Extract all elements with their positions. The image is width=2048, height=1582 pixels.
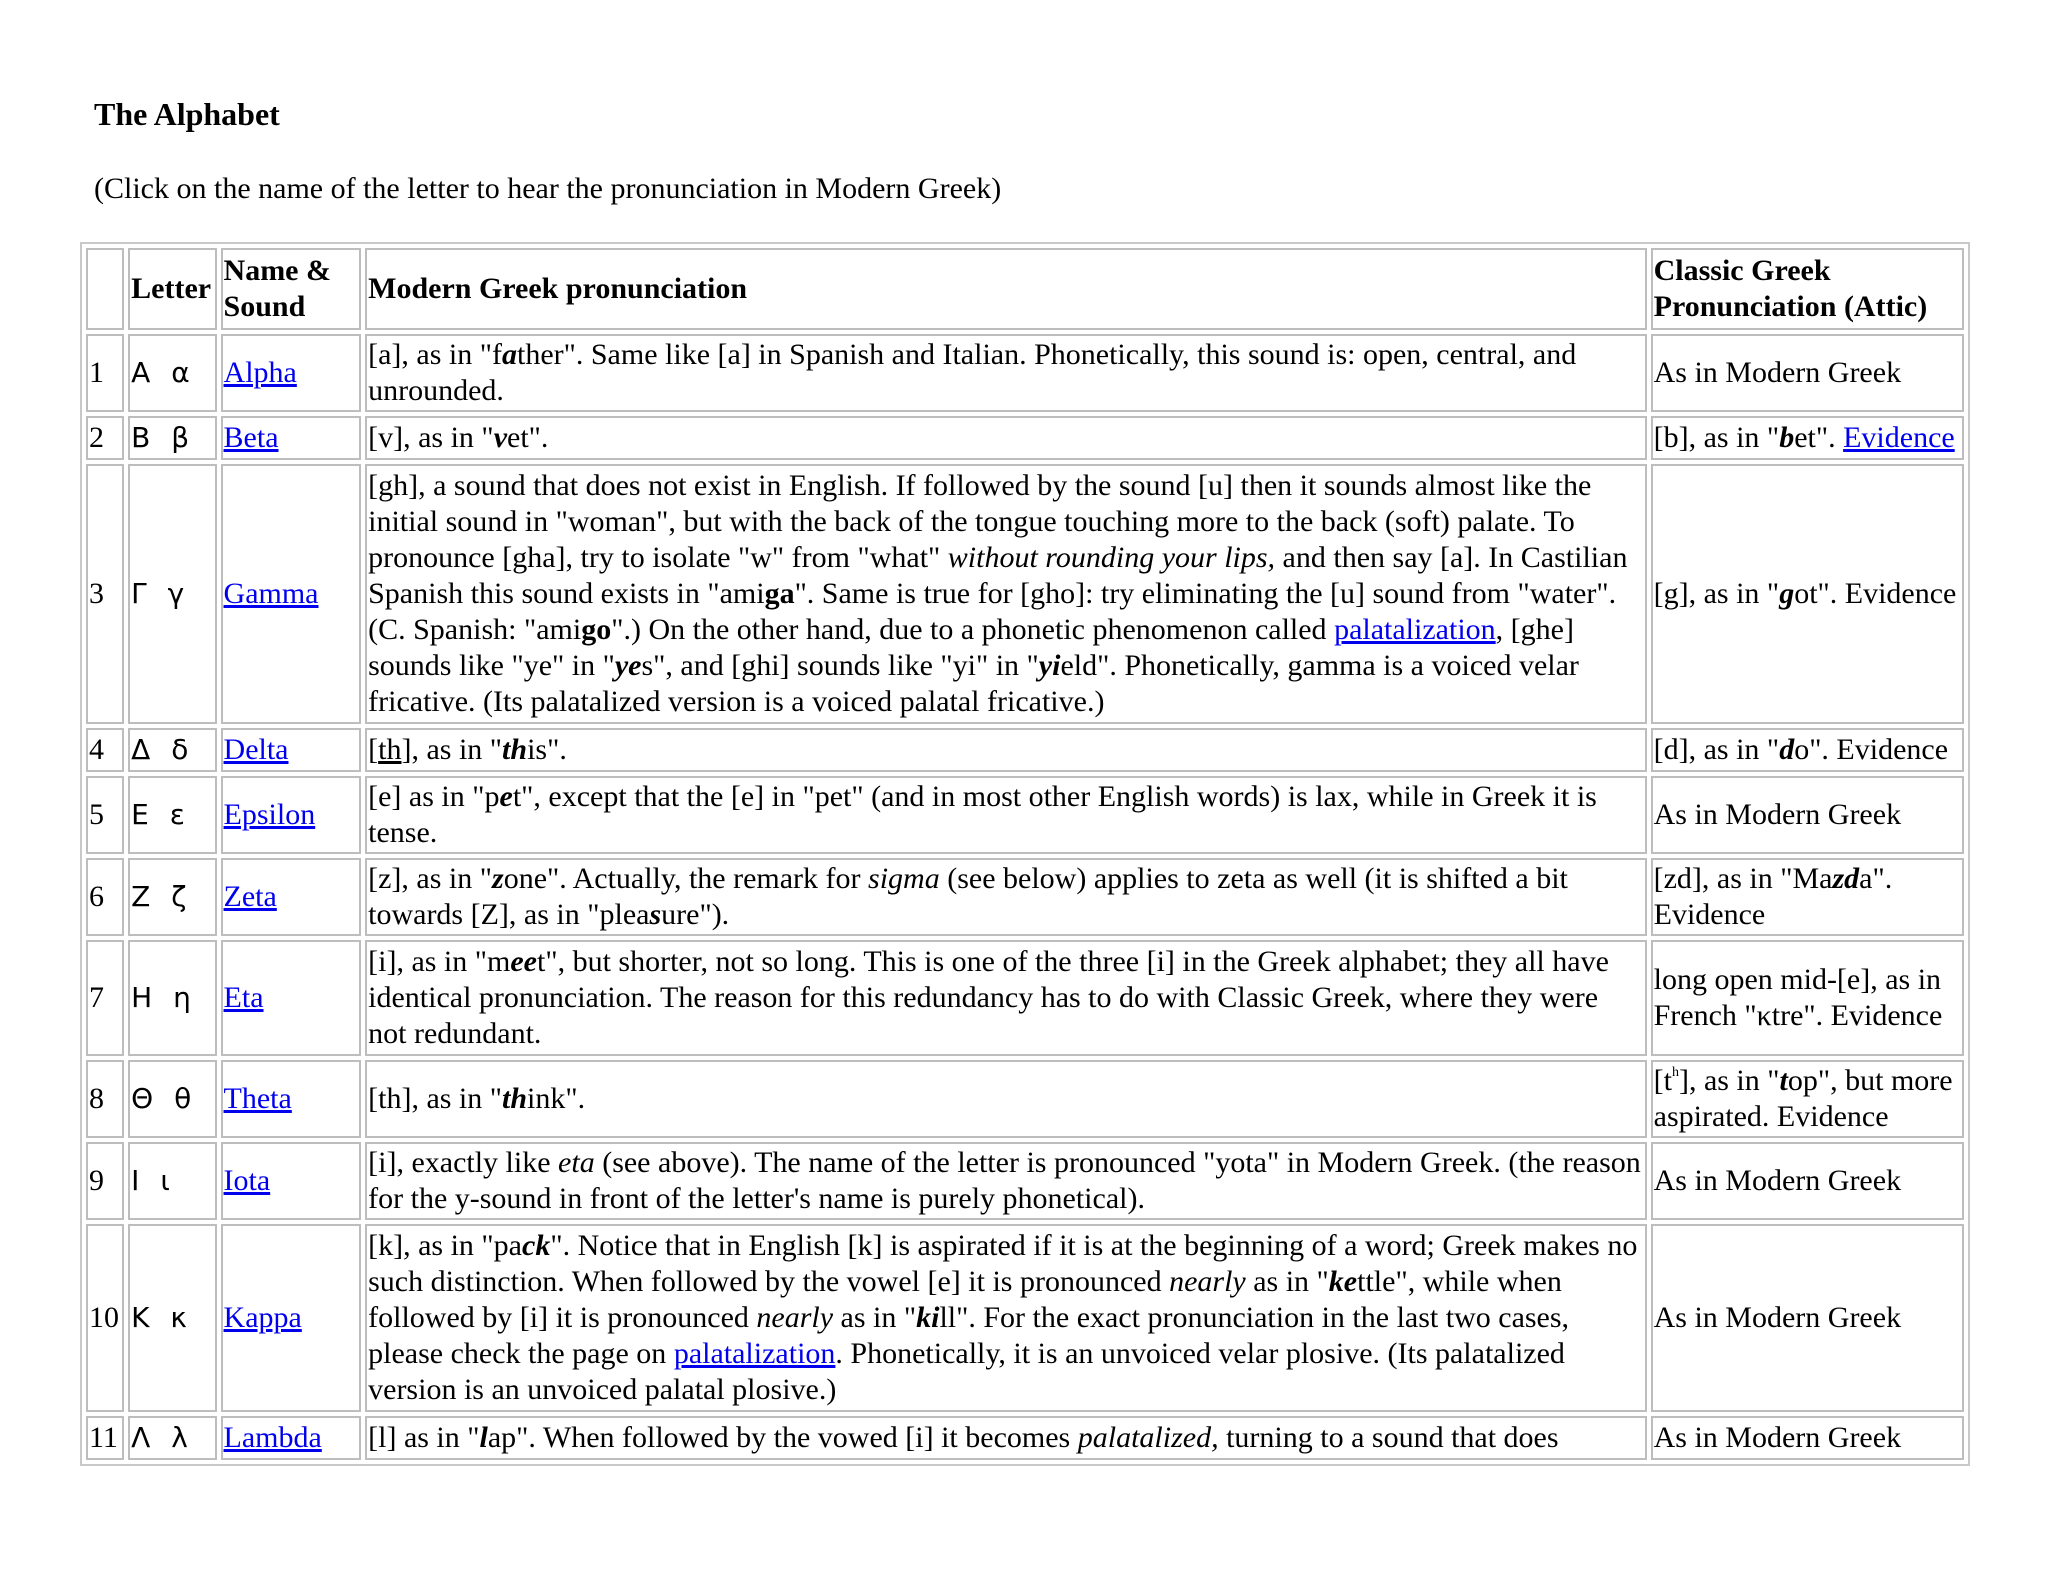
- modern-pronunciation: [th], as in "think".: [365, 1060, 1647, 1138]
- header-number: [86, 248, 124, 330]
- letter-name-cell: [221, 416, 362, 460]
- letter-audio-link-eta[interactable]: Eta: [223, 981, 264, 1014]
- letter-name-cell: [221, 728, 362, 772]
- letter-name-cell: [221, 464, 362, 724]
- letter-audio-link-gamma[interactable]: Gamma: [223, 577, 319, 610]
- letter-audio-link-epsilon[interactable]: Epsilon: [223, 798, 316, 831]
- row-number: 5: [86, 776, 124, 854]
- page-subtitle: (Click on the name of the letter to hear the pronunciation in Modern Greek): [94, 172, 1002, 205]
- row-number: 11: [86, 1416, 124, 1460]
- modern-pronunciation: [a], as in "father". Same like [a] in Spanish and Italian. Phonetically, this sound is: open, central, and unrounded.: [365, 334, 1647, 412]
- letter-audio-link-theta[interactable]: Theta: [223, 1082, 292, 1115]
- letter-name-cell: [221, 334, 362, 412]
- classic-pronunciation: long open mid-[e], as in French "κtre". Evidence: [1651, 940, 1964, 1056]
- table-row: [86, 464, 1964, 724]
- header-letter: Letter: [128, 248, 216, 330]
- classic-pronunciation: [g], as in "got". Evidence: [1651, 464, 1964, 724]
- modern-pronunciation: [gh], a sound that does not exist in English. If followed by the sound [u] then it sounds almost like the initial sound in "woman", but with the back of the tongue touching more to the back (soft) palate. To pronounce [gha], try to isolate "w" from "what" without rounding your lips, and then say [a]. In Castilian Spanish this sound exists in "amiga". Same is true for [gho]: try eliminating the [u] sound from "water". (C. Spanish: "amigo".) On the other hand, due to a phonetic phenomenon called palatalization, [ghe] sounds like "ye" in "yes", and [ghi] sounds like "yi" in "yield". Phonetically, gamma is a voiced velar fricative. (Its palatalized version is a voiced palatal fricative.): [365, 464, 1647, 724]
- row-number: 4: [86, 728, 124, 772]
- modern-pronunciation: [e] as in "pet", except that the [e] in "pet" (and in most other English words) is lax, while in Greek it is tense.: [365, 776, 1647, 854]
- row-number: 10: [86, 1224, 124, 1412]
- letter-name-cell: [221, 1416, 362, 1460]
- row-number: 3: [86, 464, 124, 724]
- palatalization-link[interactable]: palatalization: [673, 1337, 836, 1370]
- table-row: [86, 1060, 1964, 1138]
- classic-pronunciation: [b], as in "bet". Evidence: [1651, 416, 1964, 460]
- greek-letter: Γ γ: [128, 464, 216, 724]
- letter-name-cell: [221, 1142, 362, 1220]
- modern-pronunciation: [i], as in "meet", but shorter, not so long. This is one of the three [i] in the Greek alphabet; they all have identical pronunciation. The reason for this redundancy has to do with Classic Greek, where they were not redundant.: [365, 940, 1647, 1056]
- modern-pronunciation: [z], as in "zone". Actually, the remark for sigma (see below) applies to zeta as well (it is shifted a bit towards [Z], as in "pleasure").: [365, 858, 1647, 936]
- alphabet-table: [80, 242, 1970, 1466]
- row-number: 6: [86, 858, 124, 936]
- modern-pronunciation: [k], as in "pack". Notice that in English [k] is aspirated if it is at the beginning of a word; Greek makes no such distinction. When followed by the vowel [e] it is pronounced nearly as in "kettle", while when followed by [i] it is pronounced nearly as in "kill". For the exact pronunciation in the last two cases, please check the page on palatalization. Phonetically, it is an unvoiced velar plosive. (Its palatalized version is an unvoiced palatal plosive.): [365, 1224, 1647, 1412]
- classic-pronunciation: [zd], as in "Mazda". Evidence: [1651, 858, 1964, 936]
- greek-letter: Κ κ: [128, 1224, 216, 1412]
- greek-letter: Ι ι: [128, 1142, 216, 1220]
- classic-pronunciation: [d], as in "do". Evidence: [1651, 728, 1964, 772]
- greek-letter: Α α: [128, 334, 216, 412]
- modern-pronunciation: [i], exactly like eta (see above). The name of the letter is pronounced "yota" in Modern Greek. (the reason for the y-sound in front of the letter's name is purely phonetical).: [365, 1142, 1647, 1220]
- greek-letter: Η η: [128, 940, 216, 1056]
- table-row: [86, 416, 1964, 460]
- classic-pronunciation: As in Modern Greek: [1651, 776, 1964, 854]
- classic-pronunciation: As in Modern Greek: [1651, 1416, 1964, 1460]
- modern-pronunciation: [l] as in "lap". When followed by the vowed [i] it becomes palatalized, turning to a sound that does: [365, 1416, 1647, 1460]
- palatalization-link[interactable]: palatalization: [1334, 613, 1496, 646]
- letter-name-cell: [221, 1224, 362, 1412]
- header-classic: Classic Greek Pronunciation (Attic): [1651, 248, 1964, 330]
- letter-audio-link-beta[interactable]: Beta: [223, 421, 279, 454]
- row-number: 7: [86, 940, 124, 1056]
- letter-audio-link-iota[interactable]: Iota: [223, 1164, 271, 1197]
- header-name: Name & Sound: [221, 248, 362, 330]
- page-title: The Alphabet: [94, 96, 280, 132]
- greek-letter: Ζ ζ: [128, 858, 216, 936]
- header-modern: Modern Greek pronunciation: [365, 248, 1647, 330]
- letter-audio-link-lambda[interactable]: Lambda: [223, 1421, 322, 1454]
- letter-audio-link-alpha[interactable]: Alpha: [223, 356, 297, 389]
- row-number: 8: [86, 1060, 124, 1138]
- classic-pronunciation: As in Modern Greek: [1651, 1224, 1964, 1412]
- table-header-row: [86, 248, 1964, 330]
- row-number: 1: [86, 334, 124, 412]
- letter-name-cell: [221, 940, 362, 1056]
- table-row: [86, 858, 1964, 936]
- table-row: [86, 1224, 1964, 1412]
- greek-letter: Θ θ: [128, 1060, 216, 1138]
- table-row: [86, 334, 1964, 412]
- greek-letter: Β β: [128, 416, 216, 460]
- modern-pronunciation: [th], as in "this".: [365, 728, 1647, 772]
- letter-audio-link-kappa[interactable]: Kappa: [223, 1301, 302, 1334]
- classic-pronunciation: $[t^h]$, as in "top", but more aspirated. Evidence: [1651, 1060, 1964, 1138]
- table-row: [86, 1142, 1964, 1220]
- letter-name-cell: [221, 776, 362, 854]
- classic-pronunciation: As in Modern Greek: [1651, 334, 1964, 412]
- row-number: 9: [86, 1142, 124, 1220]
- letter-name-cell: [221, 1060, 362, 1138]
- letter-audio-link-zeta[interactable]: Zeta: [223, 880, 277, 913]
- letter-name-cell: [221, 858, 362, 936]
- greek-letter: Δ δ: [128, 728, 216, 772]
- modern-pronunciation: [v], as in "vet".: [365, 416, 1647, 460]
- table-row: [86, 940, 1964, 1056]
- evidence-link[interactable]: Evidence: [1843, 421, 1955, 454]
- classic-pronunciation: As in Modern Greek: [1651, 1142, 1964, 1220]
- greek-letter: Λ λ: [128, 1416, 216, 1460]
- table-row: [86, 776, 1964, 854]
- table-row: [86, 1416, 1964, 1460]
- table-row: [86, 728, 1964, 772]
- row-number: 2: [86, 416, 124, 460]
- letter-audio-link-delta[interactable]: Delta: [223, 733, 289, 766]
- greek-letter: Ε ε: [128, 776, 216, 854]
